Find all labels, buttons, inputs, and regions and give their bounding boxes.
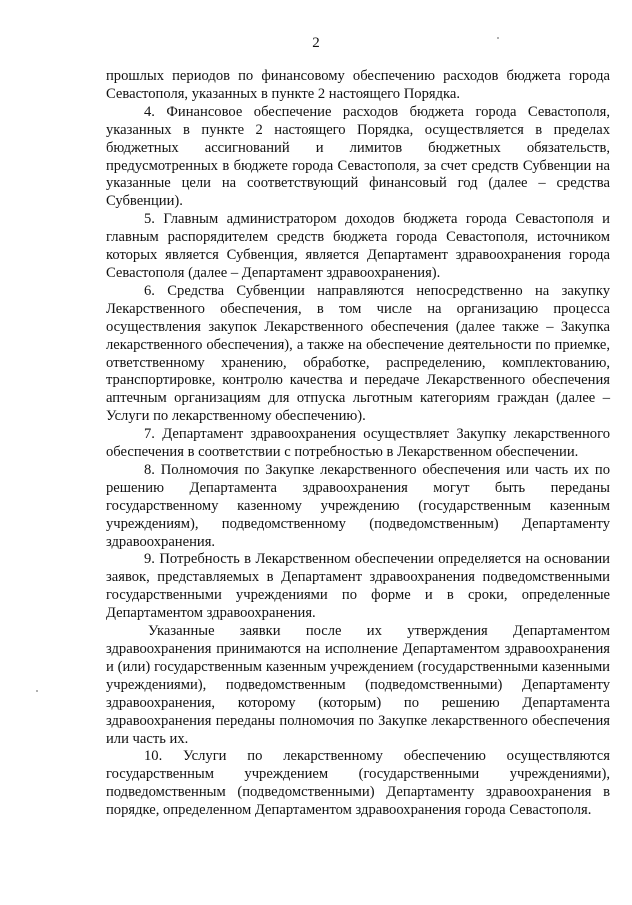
page-number: 2 [312,35,320,51]
paragraph-item-7: 7. Департамент здравоохранения осуществляет Закупку лекарственного обеспечения в соответствии с потребностью в Лекарственном обеспечении. [106,426,610,461]
scan-speck [497,37,499,39]
paragraph-item-8: 8. Полномочия по Закупке лекарственного обеспечения или часть их по решению Департамента здравоохранения могут быть переданы государственному казенному учреждению (государственным казенным учреждениям), подведомственному (подведомственным) Департаменту здравоохранения. [106,461,610,550]
paragraph-item-9-continued: Указанные заявки после их утверждения Департаментом здравоохранения принимаются на исполнение Департаментом здравоохранения и (или) государственным казенным учреждением (государственными казенными учреждениями), подведомственным (подведомственными) Департаменту здравоохранения, которому (которым) по решению Департамента здравоохранения переданы полномочия по Закупке лекарственного обеспечения или часть их. [106,623,610,747]
paragraph-item-5: 5. Главным администратором доходов бюджета города Севастополя и главным распорядителем средств бюджета города Севастополя, источником которых является Субвенция, является Департамент здравоохранения города Севастополя (далее – Департамент здравоохранения). [106,211,610,281]
paragraph-continuation: прошлых периодов по финансовому обеспечению расходов бюджета города Севастополя, указанных в пункте 2 настоящего Порядка. [106,68,610,102]
document-body [106,68,610,820]
paragraph-item-4: 4. Финансовое обеспечение расходов бюджета города Севастополя, указанных в пункте 2 настоящего Порядка, осуществляется в пределах бюджетных ассигнований и лимитов бюджетных обязательств, предусмотренных в бюджете города Севастополя, за счет средств Субвенции на указанные цели на соответствующий финансовый год (далее – средства Субвенции). [106,103,610,210]
scan-speck [36,690,38,692]
paragraph-item-6: 6. Средства Субвенции направляются непосредственно на закупку Лекарственного обеспечения, в том числе на организацию процесса осуществления закупок Лекарственного обеспечения (далее также – Закупка лекарственного обеспечения), а также на обеспечение деятельности по приемке, ответственному хранению, обработке, распределению, комплектованию, транспортировке, контролю качества и передаче Лекарственного обеспечения аптечным организациям для отпуска льготным категориям граждан (далее – Услуги по лекарственному обеспечению). [106,282,610,425]
paragraph-item-9: 9. Потребность в Лекарственном обеспечении определяется на основании заявок, представляемых в Департамент здравоохранения подведомственными государственными учреждениями по форме и в сроки, определенные Департаментом здравоохранения. [106,551,610,622]
paragraph-item-10: 10. Услуги по лекарственному обеспечению осуществляются государственным учреждением (государственными учреждениями), подведомственным (подведомственными) Департаменту здравоохранения в порядке, определенном Департаментом здравоохранения города Севастополя. [106,748,610,819]
